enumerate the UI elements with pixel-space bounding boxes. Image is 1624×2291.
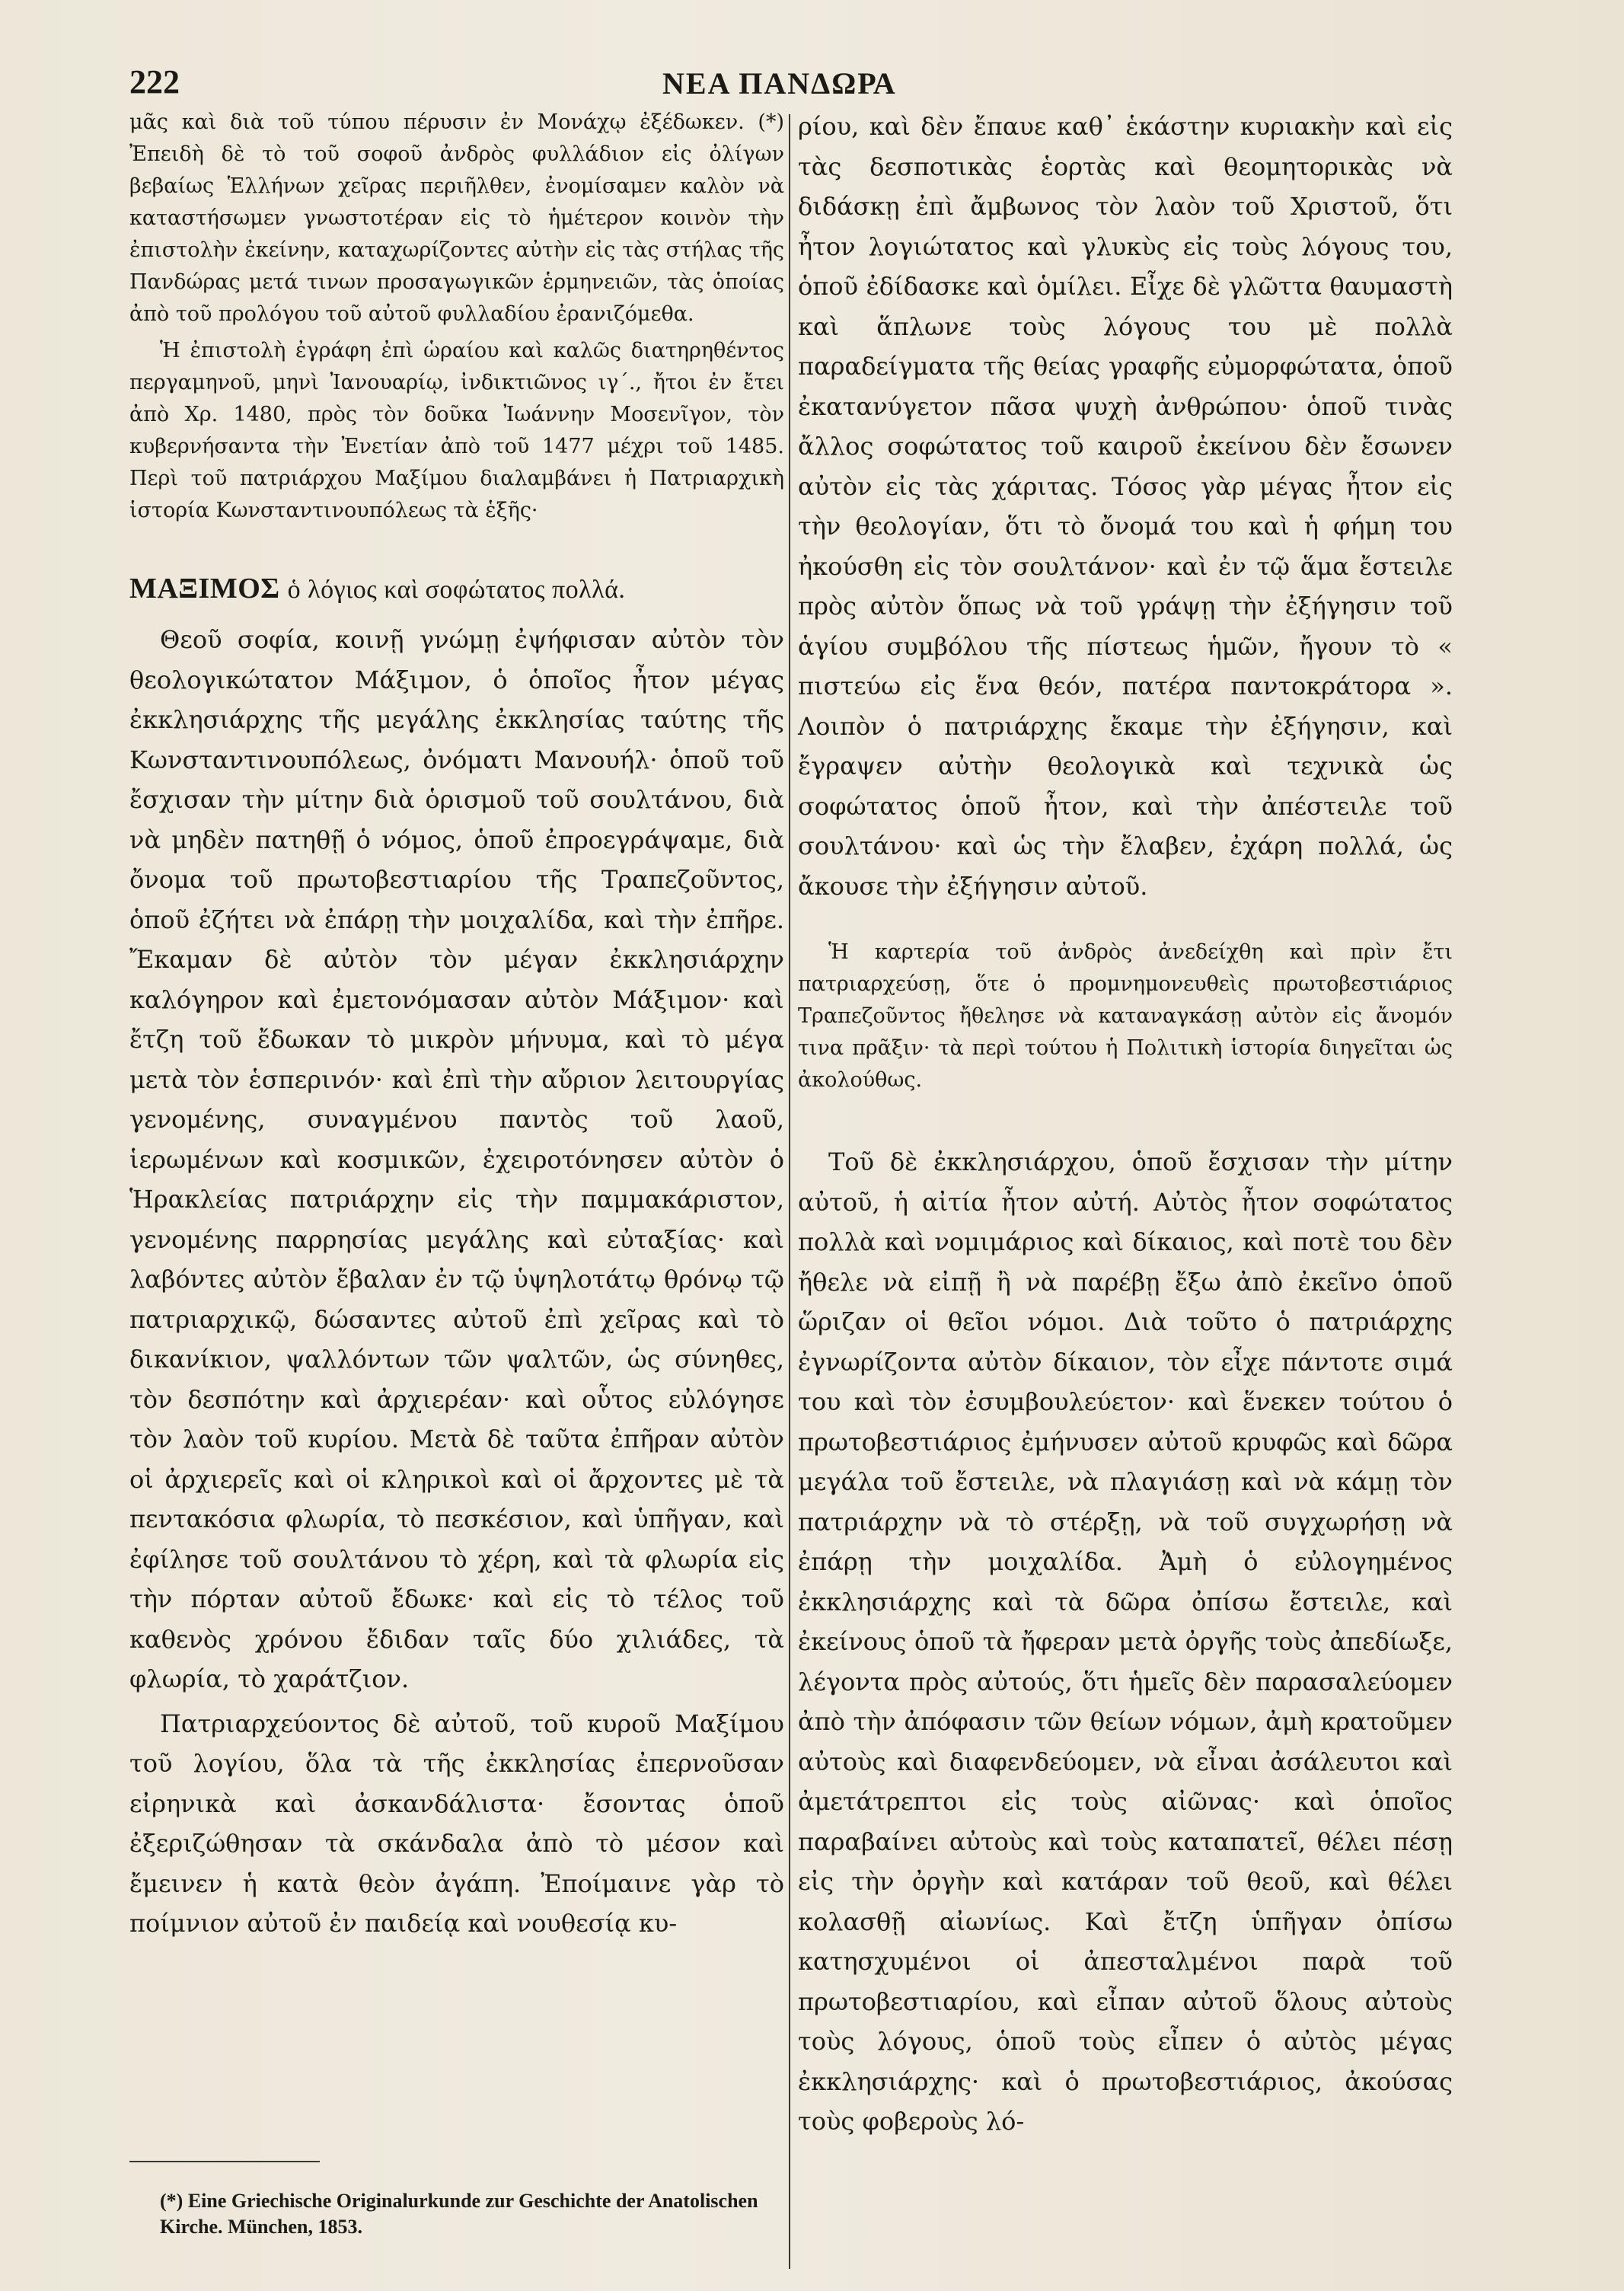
intro-paragraph-2: Ἡ ἐπιστολὴ ἐγράφη ἐπὶ ὡραίου καὶ καλῶς διατηρηθέντος περγαμηνοῦ, μηνὶ Ἰανουαρίῳ, ἰνδικτιῶνος ιγ΄., ἤτοι ἐν ἔτει ἀπὸ Χρ. 1480, πρὸς τὸν δοῦκα Ἰωάννην Μοσενῖγον, τὸν κυβερνήσαντα τὴν Ἐνετίαν ἀπὸ τοῦ 1477 μέχρι τοῦ 1485. Περὶ τοῦ πατριάρχου Μαξίμου διαλαμβάνει ἡ Πατριαρχικὴ ἱστορία Κωνσταντινουπόλεως τὰ ἑξῆς· xyxy=(129,339,784,522)
running-head xyxy=(129,62,1561,108)
editorial-note: Ἡ καρτερία τοῦ ἀνδρὸς ἀνεδείχθη καὶ πρὶν ἔτι πατριαρχεύσῃ, ὅτε ὁ προμνημονευθεὶς πρωτοβεστιάριος Τραπεζοῦντος ἤθελησε νὰ καταναγκάσῃ αὐτὸν εἰς ἄνομόν τινα πρᾶξιν· τὰ περὶ τούτου ἡ Πολιτικὴ ἱστορία διηγεῖται ὡς ἀκολούθως. xyxy=(798,940,1453,1092)
footnote-rule xyxy=(129,2161,320,2162)
body-paragraph-3: ρίου, καὶ δὲν ἔπαυε καθ᾽ ἑκάστην κυριακὴν καὶ εἰς τὰς δεσποτικὰς ἑορτὰς καὶ θεομητορικὰς νὰ διδάσκῃ ἐπὶ ἄμβωνος τὸν λαὸν τοῦ Χριστοῦ, ὅτι ἦτον λογιώτατος καὶ γλυκὺς εἰς τοὺς λόγους του, ὁποῦ ἐδίδασκε καὶ ὁμίλει. Εἶχε δὲ γλῶττα θαυμαστὴ καὶ ἅπλωνε τοὺς λόγους του μὲ πολλὰ παραδείγματα τῆς θείας γραφῆς εὐμορφώτατα, ὁποῦ ἐκατανύγετον πᾶσα ψυχὴ ἀνθρώπου· ὁποῦ τινὰς ἄλλος σοφώτατος τοῦ καιροῦ ἐκείνου δὲν ἔσωνεν αὐτὸν εἰς τὰς χάριτας. Τόσος γὰρ μέγας ἦτον εἰς τὴν θεολογίαν, ὅτι τὸ ὄνομά του καὶ ἡ φήμη του ἠκούσθη εἰς τὸν σουλτάνον· καὶ ἐν τῷ ἅμα ἔστειλε πρὸς αὐτὸν ὅπως νὰ τοῦ γράψῃ τὴν ἐξήγησιν τοῦ ἁγίου συμβόλου τῆς πίστεως ἡμῶν, ἤγουν τὸ « πιστεύω εἰς ἕνα θεόν, πατέρα παντοκράτορα ». Λοιπὸν ὁ πατριάρχης ἔκαμε τὴν ἐξήγησιν, καὶ ἔγραψεν αὐτὴν θεολογικὰ καὶ τεχνικὰ ὡς σοφώτατος ὁποῦ ἦτον, καὶ τὴν ἀπέστειλε τοῦ σουλτάνου· καὶ ὡς τὴν ἔλαβεν, ἐχάρη πολλά, ὡς ἄκουσε τὴν ἐξήγησιν αὐτοῦ. xyxy=(798,112,1453,901)
intro-paragraph-1: μᾶς καὶ διὰ τοῦ τύπου πέρυσιν ἐν Μονάχῳ ἐξέδωκεν. (*) Ἐπειδὴ δὲ τὸ τοῦ σοφοῦ ἀνδρὸς φυλλάδιον εἰς ὀλίγων βεβαίως Ἑλλήνων χεῖρας περιῆλθεν, ἐνομίσαμεν καλὸν νὰ καταστήσωμεν γνωστοτέραν εἰς τὸ ἡμέτερον κοινὸν τὴν ἐπιστολὴν ἐκείνην, καταχωρίζοντες αὐτὴν εἰς τὰς στήλας τῆς Πανδώρας μετά τινων προσαγωγικῶν ἑρμηνειῶν, τὰς ὁποίας ἀπὸ τοῦ προλόγου τοῦ αὐτοῦ φυλλαδίου ἐρανιζόμεθα. xyxy=(129,110,784,326)
journal-title: ΝΕΑ ΠΑΝΔΩΡΑ xyxy=(662,66,897,101)
right-column xyxy=(798,107,1453,2142)
page-number: 222 xyxy=(129,63,180,101)
column-rule xyxy=(789,114,790,2269)
section-heading xyxy=(129,571,784,608)
left-column xyxy=(129,107,784,1944)
footnote: (*) Eine Griechische Originalurkunde zur Geschichte der Anatolischen Kirche. München, 1853. xyxy=(160,2190,758,2238)
body-paragraph-1: Θεοῦ σοφία, κοινῇ γνώμῃ ἐψήφισαν αὐτὸν τὸν θεολογικώτατον Μάξιμον, ὁ ὁποῖος ἦτον μέγας ἐκκλησιάρχης τῆς μεγάλης ἐκκλησίας ταύτης τῆς Κωνσταντινουπόλεως, ὀνόματι Μανουήλ· ὁποῦ τοῦ ἔσχισαν τὴν μίτην διὰ ὁρισμοῦ τοῦ σουλτάνου, διὰ νὰ μηδὲν πατηθῇ ὁ νόμος, ὁποῦ ἐπροεγράψαμε, διὰ ὄνομα τοῦ πρωτοβεστιαρίου τῆς Τραπεζοῦντος, ὁποῦ ἐζήτει νὰ ἐπάρῃ τὴν μοιχαλίδα, καὶ τὴν ἐπῆρε. Ἔκαμαν δὲ αὐτὸν τὸν μέγαν ἐκκλησιάρχην καλόγηρον καὶ ἐμετονόμασαν αὐτὸν Μάξιμον· καὶ ἔτζη τοῦ ἔδωκαν τὸ μικρὸν μήνυμα, καὶ τὸ μέγα μετὰ τὸν ἑσπερινόν· καὶ ἐπὶ τὴν αὔριον λειτουργίας γενομένης, συναγμένου παντὸς τοῦ λαοῦ, ἱερωμένων καὶ κοσμικῶν, ἐχειροτόνησεν αὐτὸν ὁ Ἡρακλείας πατριάρχην εἰς τὴν παμμακάριστον, γενομένης παρρησίας μεγάλης καὶ εὐταξίας· καὶ λαβόντες αὐτὸν ἔβαλαν ἐν τῷ ὑψηλοτάτῳ θρόνῳ τῷ πατριαρχικῷ, δώσαντες αὐτοῦ ἐπὶ χεῖρας καὶ τὸ δικανίκιον, ψαλλόντων τῶν ψαλτῶν, ὡς σύνηθες, τὸν δεσπότην καὶ ἀρχιερέαν· καὶ οὗτος εὐλόγησε τὸν λαὸν τοῦ κυρίου. Μετὰ δὲ ταῦτα ἐπῆραν αὐτὸν οἱ ἀρχιερεῖς καὶ οἱ κληρικοὶ καὶ οἱ ἄρχοντες μὲ τὰ πεντακόσια φλωρία, τὸ πεσκέσιον, καὶ ὑπῆγαν, καὶ ἐφίλησε τοῦ σουλτάνου τὸ χέρη, καὶ τὰ φλωρία εἰς τὴν πόρταν αὐτοῦ ἔδωκε· καὶ εἰς τὸ τέλος τοῦ καθενὸς χρόνου ἔδιδαν ταῖς δύο χιλιάδες, τὰ φλωρία, τὸ χαράτζιον. xyxy=(129,625,784,1693)
body-paragraph-2: Πατριαρχεύοντος δὲ αὐτοῦ, τοῦ κυροῦ Μαξίμου τοῦ λογίου, ὅλα τὰ τῆς ἐκκλησίας ἐπερνοῦσαν εἰρηνικὰ καὶ ἀσκανδάλιστα· ἔσοντας ὁποῦ ἐξεριζώθησαν τὰ σκάνδαλα ἀπὸ τὸ μέσον καὶ ἔμεινεν ἡ κατὰ θεὸν ἀγάπη. Ἐποίμαινε γὰρ τὸ ποίμνιον αὐτοῦ ἐν παιδείᾳ καὶ νουθεσίᾳ κυ- xyxy=(129,1709,784,1938)
section-heading-epithet: ὁ λόγιος καὶ σοφώτατος πολλά. xyxy=(287,576,626,604)
section-heading-name: ΜΑΞΙΜΟΣ xyxy=(129,573,280,605)
body-paragraph-4: Τοῦ δὲ ἐκκλησιάρχου, ὁποῦ ἔσχισαν τὴν μίτην αὐτοῦ, ἡ αἰτία ἦτον αὐτή. Αὐτὸς ἦτον σοφώτατος πολλὰ καὶ νομιμάριος καὶ δίκαιος, καὶ ποτὲ του δὲν ἤθελε νὰ εἰπῇ ἢ νὰ παρέβῃ ἔξω ἀπὸ ἐκεῖνο ὁποῦ ὥριζαν οἱ θεῖοι νόμοι. Διὰ τοῦτο ὁ πατριάρχης ἐγνωρίζοντα αὐτὸν δίκαιον, τὸν εἶχε πάντοτε σιμά του καὶ τὸν ἐσυμβουλεύετον· καὶ ἕνεκεν τούτου ὁ πρωτοβεστιάριος ἐμήνυσεν αὐτοῦ κρυφῶς καὶ δῶρα μεγάλα τοῦ ἔστειλε, νὰ πλαγιάσῃ καὶ νὰ κάμῃ τὸν πατριάρχην νὰ τὸ στέρξῃ, νὰ τοῦ συγχωρήσῃ νὰ ἐπάρῃ τὴν μοιχαλίδα. Ἀμὴ ὁ εὐλογημένος ἐκκλησιάρχης καὶ τὰ δῶρα ὀπίσω ἔστειλε, καὶ ἐκείνους ὁποῦ τὰ ἤφεραν μετὰ ὀργῆς τοὺς ἀπεδίωξε, λέγοντα πρὸς αὐτούς, ὅτι ἡμεῖς δὲν παρασαλεύομεν ἀπὸ τὴν ἀπόφασιν τῶν θείων νόμων, ἀμὴ κρατοῦμεν αὐτοὺς καὶ διαφενδεύομεν, νὰ εἶναι ἀσάλευτοι καὶ ἀμετάτρεπτοι εἰς τοὺς αἰῶνας· καὶ ὁποῖος παραβαίνει αὐτοὺς καὶ τοὺς καταπατεῖ, θέλει πέσῃ εἰς τὴν ὀργὴν καὶ κατάραν τοῦ θεοῦ, καὶ θέλει κολασθῇ αἰωνίως. Καὶ ἔτζη ὑπῆγαν ὀπίσω κατησχυμένοι οἱ ἀπεσταλμένοι παρὰ τοῦ πρωτοβεστιαρίου, καὶ εἶπαν αὐτοῦ ὅλους αὐτοὺς τοὺς λόγους, ὁποῦ τοὺς εἶπεν ὁ αὐτὸς μέγας ἐκκλησιάρχης· καὶ ὁ πρωτοβεστιάριος, ἀκούσας τοὺς φοβεροὺς λό- xyxy=(798,1147,1453,2136)
